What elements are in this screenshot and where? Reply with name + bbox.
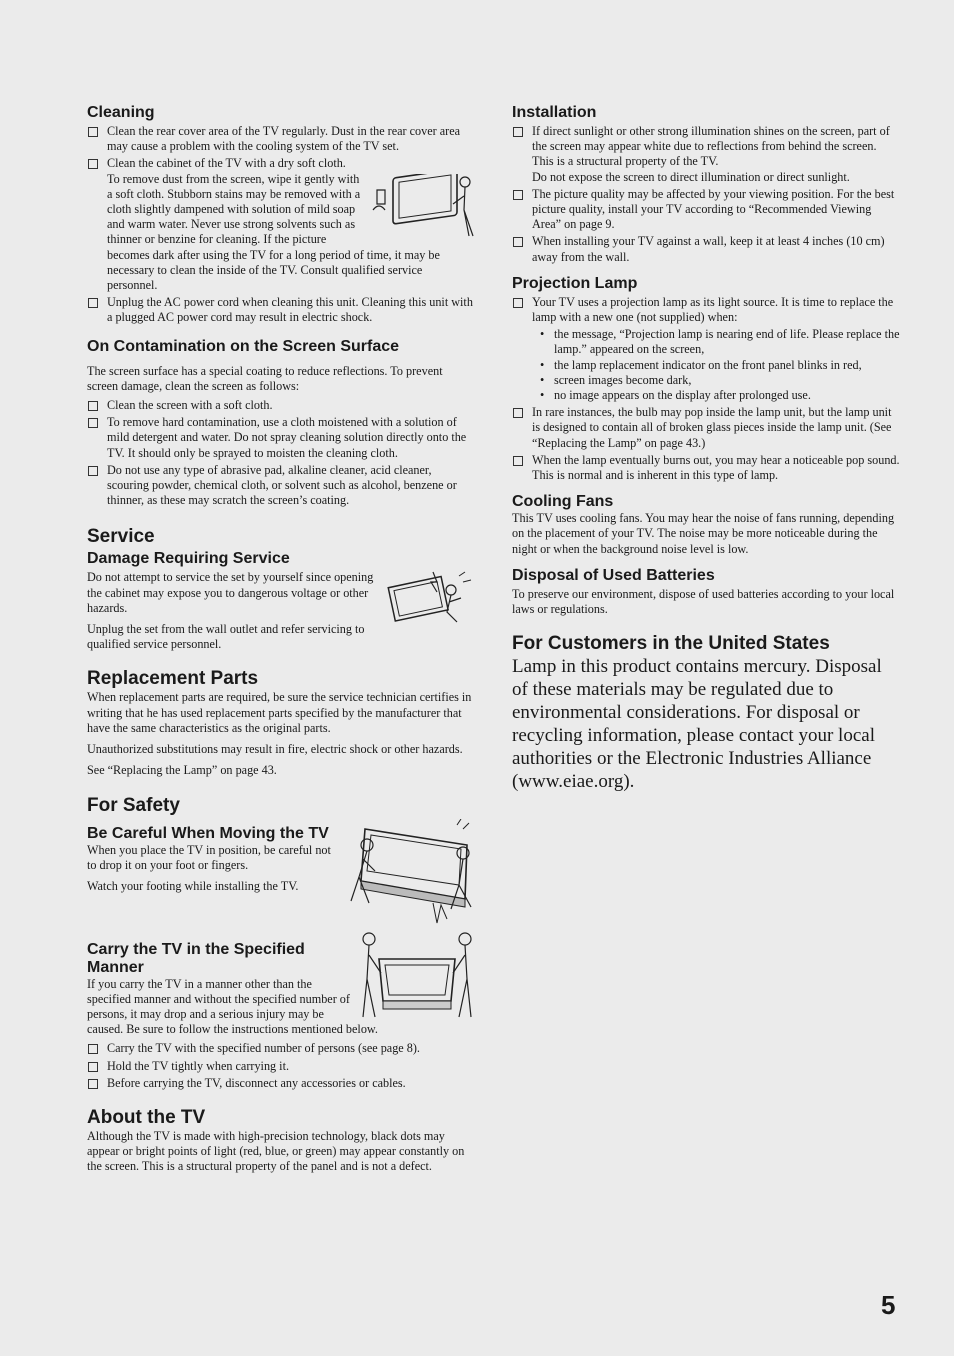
carry-text: If you carry the TV in a manner other than the specified manner and without the specified number of persons, it may drop and a serious injury may be caused. Be sure to follow the instructions mentioned below. bbox=[87, 976, 378, 1037]
carry-list bbox=[87, 1041, 475, 1091]
list-item-line: Do not expose the screen to direct illumination or direct sunlight. bbox=[532, 169, 850, 184]
batteries-text: To preserve our environment, dispose of used batteries according to your local laws or regulations. bbox=[512, 586, 895, 617]
service-text-1: Do not attempt to service the set by yourself since opening the cabinet may expose you to dangerous voltage or other hazards. bbox=[87, 570, 374, 615]
list-item-line: Clean the cabinet of the TV with a dry soft cloth. bbox=[107, 156, 346, 171]
service-text-2: Unplug the set from the wall outlet and refer servicing to qualified service personnel. bbox=[87, 622, 365, 652]
left-column bbox=[87, 104, 475, 1175]
installation-list bbox=[512, 124, 900, 265]
service-heading: Service bbox=[87, 526, 155, 548]
list-item-line: If direct sunlight or other strong illumination shines on the screen, part of the screen may appear white due to reflections from behind the screen. This is a structural property of the TV. bbox=[532, 124, 890, 169]
list-item-line: Your TV uses a projection lamp as its light source. It is time to replace the lamp with a new one (not supplied) when: bbox=[532, 294, 894, 325]
customers-text: Lamp in this product contains mercury. Disposal of these materials may be regulated due to environmental considerations. For disposal or recycling information, please contact your local authorities or the Electronic Industries Alliance (www.eiae.org). bbox=[512, 656, 882, 793]
bullet-item: • screen images become dark, bbox=[540, 373, 900, 388]
bullet-item: • no image appears on the display after prolonged use. bbox=[540, 388, 900, 403]
bullet-item: • the lamp replacement indicator on the front panel blinks in red, bbox=[540, 358, 900, 373]
lamp-bullets bbox=[532, 327, 900, 403]
carrying-tv-illustration bbox=[355, 929, 479, 1021]
page-number: 5 bbox=[881, 1290, 896, 1320]
bullet-item: • the message, “Projection lamp is nearing end of life. Please replace the lamp.” appeared on the screen, bbox=[540, 327, 900, 357]
contamination-heading: On Contamination on the Screen Surface bbox=[87, 337, 400, 355]
list-item: When the lamp eventually burns out, you may hear a noticeable pop sound. This is normal and is inherent in this type of lamp. bbox=[512, 453, 900, 483]
list-item: Clean the rear cover area of the TV regularly. Dust in the rear cover area may cause a problem with the cooling system of the TV set. bbox=[87, 124, 475, 154]
list-item bbox=[512, 295, 900, 403]
list-item: Hold the TV tightly when carrying it. bbox=[87, 1059, 475, 1074]
list-item bbox=[87, 156, 475, 293]
moving-heading: Be Careful When Moving the TV bbox=[87, 824, 329, 842]
cleaning-list bbox=[87, 124, 475, 326]
cleaning-heading: Cleaning bbox=[87, 104, 155, 121]
list-item: In rare instances, the bulb may pop inside the lamp unit, but the lamp unit is designed to contain all of broken glass pieces inside the lamp unit. (See “Replacing the Lamp” on page 43.) bbox=[512, 405, 900, 451]
carry-heading: Carry the TV in the Specified Manner bbox=[87, 940, 305, 976]
about-text: Although the TV is made with high-precision technology, black dots may appear or bright points of light (red, blue, or green) may appear constantly on the screen. This is a structural property of the panel and is not a defect. bbox=[87, 1128, 465, 1174]
list-item: The picture quality may be affected by your viewing position. For the best picture quality, install your TV according to “Recommended Viewing Area” on page 9. bbox=[512, 187, 900, 233]
safety-heading: For Safety bbox=[87, 794, 180, 816]
fans-text: This TV uses cooling fans. You may hear the noise of fans running, depending on the placement of your TV. The noise may be more noticeable during the night or when the background noise level is low. bbox=[512, 511, 895, 556]
fans-heading: Cooling Fans bbox=[512, 493, 614, 511]
installation-heading: Installation bbox=[512, 104, 597, 121]
replacement-text-1: When replacement parts are required, be sure the service technician certifies in writing that he has used replacement parts specified by the manufacturer that have the same characteristics as the original parts. bbox=[87, 690, 472, 735]
list-item-text: To remove dust from the screen, wipe it gently with a soft cloth. Stubborn stains may be removed with a cloth slightly dampened with solution of mild soap and warm water. Never use strong solvents such as thinner or benzine for cleaning. If the picture becomes dark after using the TV for a long period of time, it may be necessary to clean the inside of the TV. Consult qualified service personnel. bbox=[107, 171, 440, 293]
cleaning-illustration bbox=[365, 174, 477, 240]
list-item: Unplug the AC power cord when cleaning this unit. Cleaning this unit with a plugged AC power cord may result in electric shock. bbox=[87, 295, 475, 325]
customers-heading: For Customers in the United States bbox=[512, 633, 830, 655]
about-heading: About the TV bbox=[87, 1106, 206, 1128]
list-item: Carry the TV with the specified number of persons (see page 8). bbox=[87, 1041, 475, 1056]
list-item bbox=[512, 124, 900, 185]
list-item: To remove hard contamination, use a cloth moistened with a solution of mild detergent and water. Do not spray cleaning solution directly onto the TV. It should only be sprayed to moisten the cleaning cloth. bbox=[87, 415, 475, 461]
batteries-heading: Disposal of Used Batteries bbox=[512, 566, 715, 584]
contamination-intro: The screen surface has a special coating to reduce reflections. To prevent screen damage, clean the screen as follows: bbox=[87, 363, 443, 393]
moving-text-1: When you place the TV in position, be careful not to drop it on your foot or fingers. bbox=[87, 842, 331, 872]
moving-text-2: Watch your footing while installing the TV. bbox=[87, 878, 299, 893]
contamination-list bbox=[87, 398, 475, 508]
right-column bbox=[512, 104, 900, 793]
service-warning-illustration bbox=[387, 568, 475, 630]
list-item: When installing your TV against a wall, keep it at least 4 inches (10 cm) away from the wall. bbox=[512, 234, 900, 264]
replacement-heading: Replacement Parts bbox=[87, 668, 259, 690]
replacement-text-3: See “Replacing the Lamp” on page 43. bbox=[87, 763, 277, 778]
damage-service-heading: Damage Requiring Service bbox=[87, 550, 290, 568]
list-item: Before carrying the TV, disconnect any accessories or cables. bbox=[87, 1076, 475, 1091]
lamp-heading: Projection Lamp bbox=[512, 274, 638, 292]
moving-tv-illustration bbox=[339, 819, 479, 925]
lamp-list bbox=[512, 295, 900, 483]
replacement-text-2: Unauthorized substitutions may result in fire, electric shock or other hazards. bbox=[87, 742, 463, 757]
list-item: Clean the screen with a soft cloth. bbox=[87, 398, 475, 413]
list-item: Do not use any type of abrasive pad, alkaline cleaner, acid cleaner, scouring powder, chemical cloth, or solvent such as alcohol, benzene or thinner, as these may scratch the screen’s coating. bbox=[87, 463, 475, 509]
